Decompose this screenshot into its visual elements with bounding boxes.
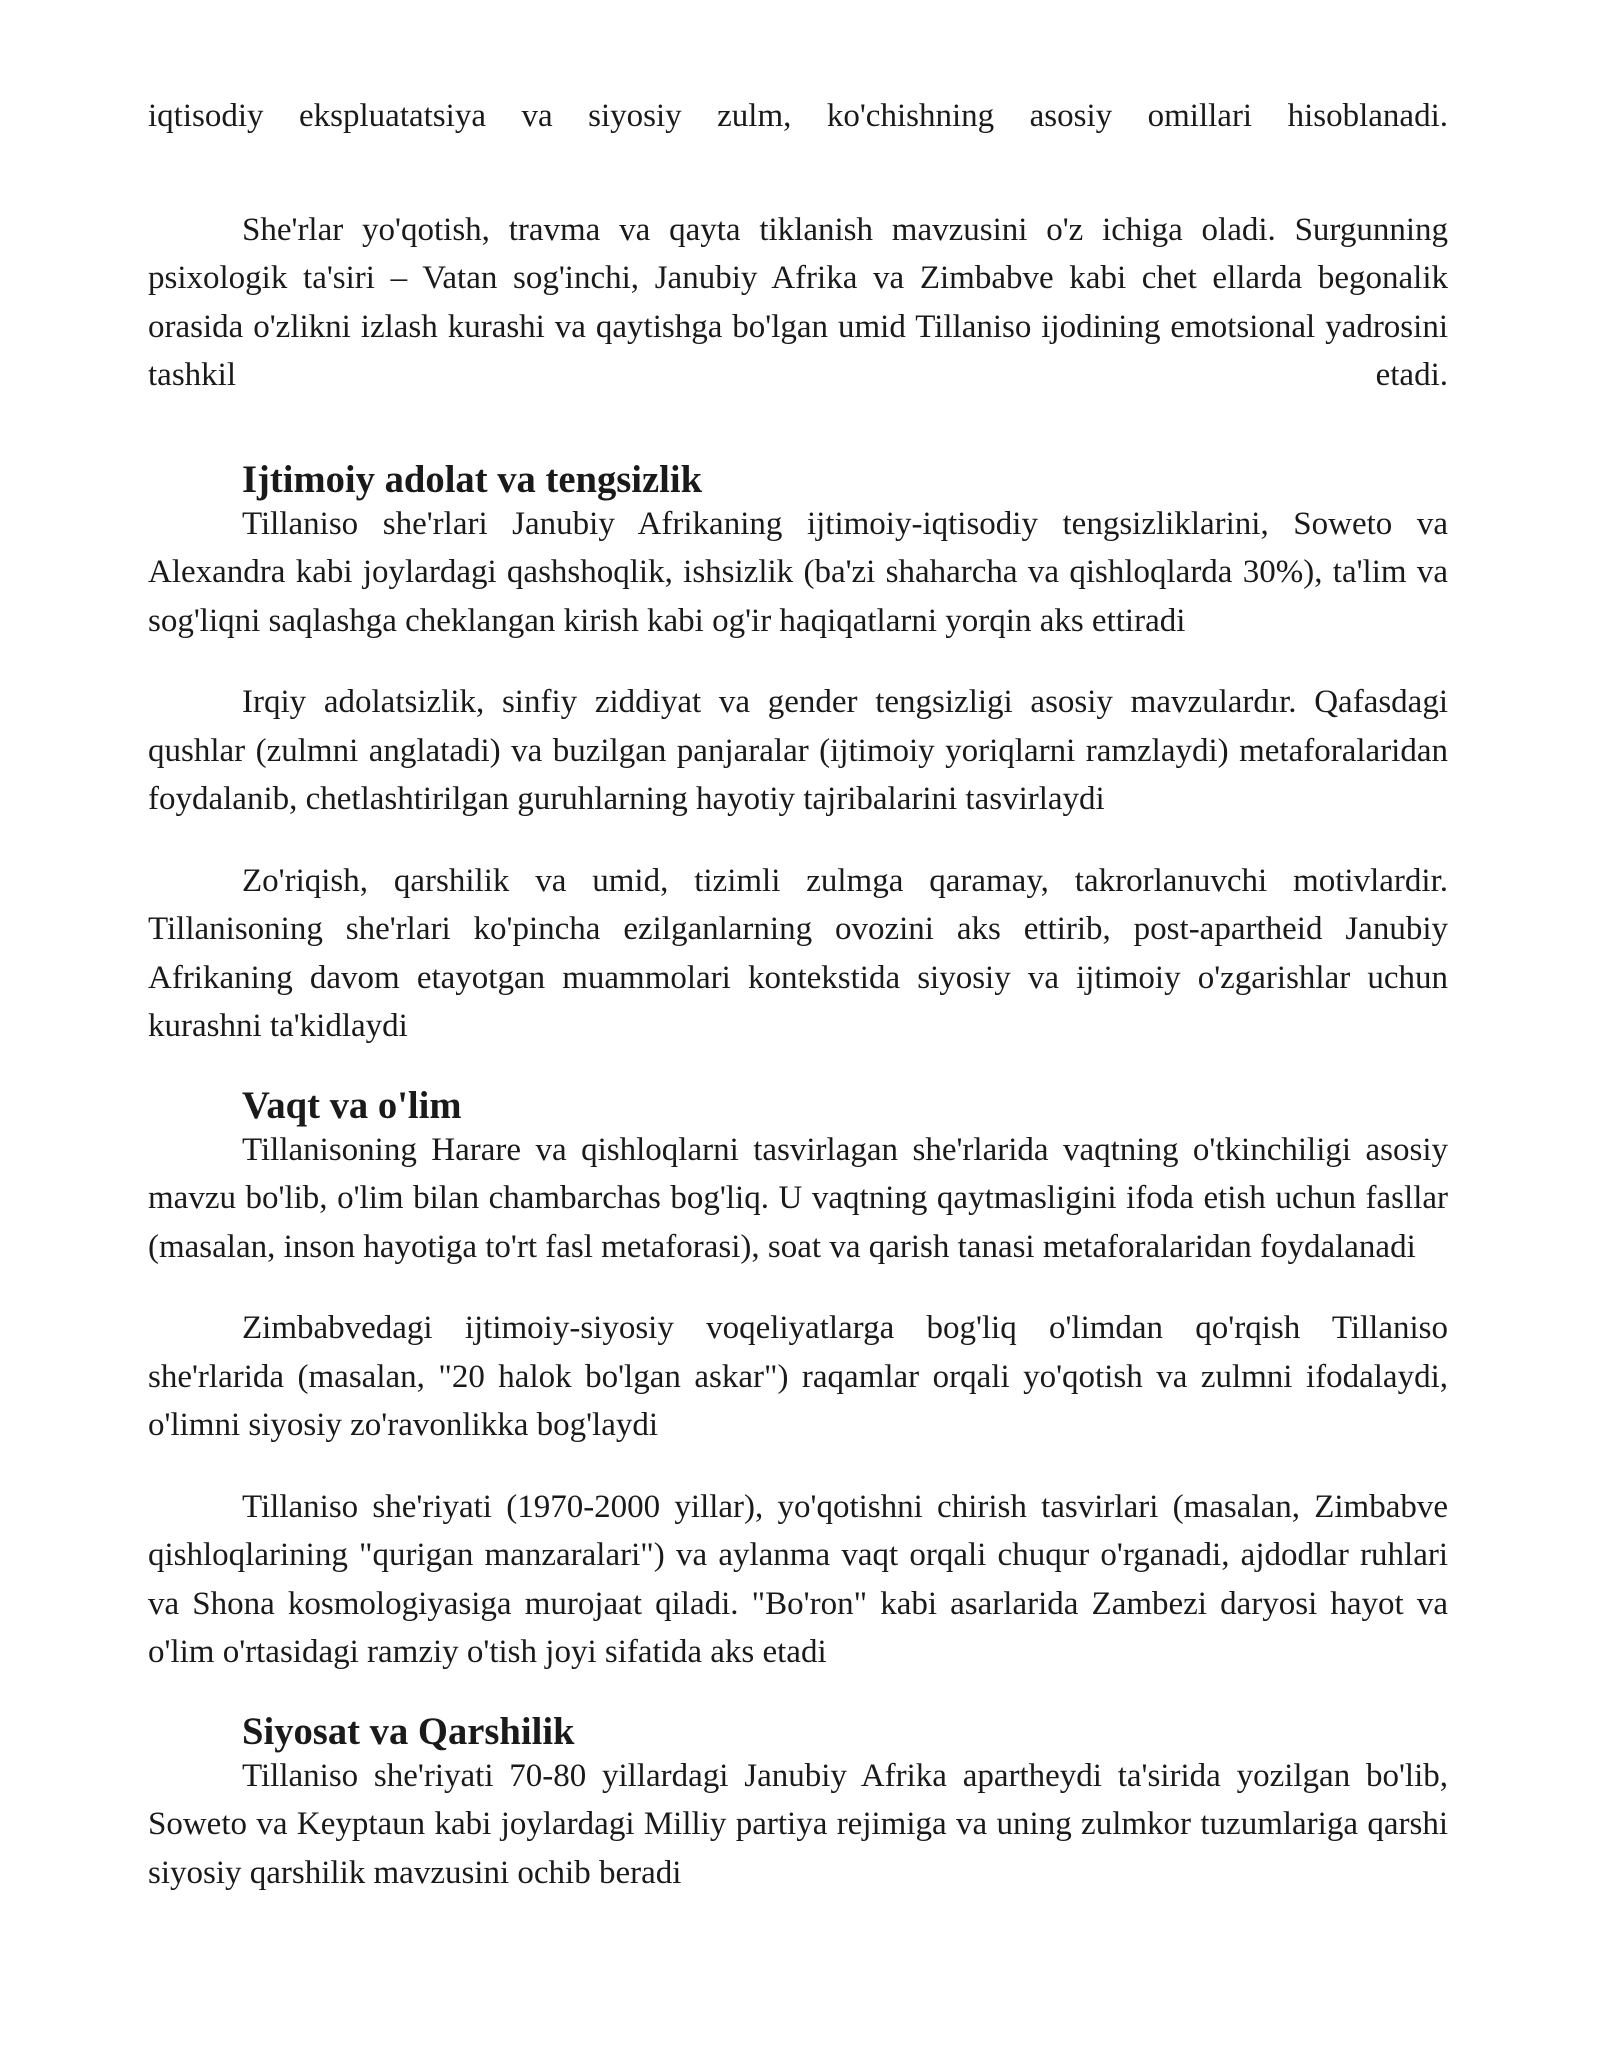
section-politics-resistance [148,1712,1448,1898]
section-heading: Vaqt va o'lim [242,1084,462,1127]
section-time-death [148,1086,1448,1677]
paragraph: Irqiy adolatsizlik, sinfiy ziddiyat va gender tengsizligi asosiy mavzulardır. Qafasdagi qushlar (zulmni anglatadi) va buzilgan panjaralar (ijtimoiy yoriqlarni ramzlaydi) metaforalaridan foydalanib, chetlashtirilgan guruhlarning hayotiy tajribalarini tasvirlaydi [148,684,1448,817]
paragraph: iqtisodiy ekspluatatsiya va siyosiy zulm, ko'chishning asosiy omillari hisoblanadi. [148,98,1448,134]
paragraph: Zo'riqish, qarshilik va umid, tizimli zulmga qaramay, takrorlanuvchi motivlardir. Tillanisoning she'rlari ko'pincha ezilganlarning ovozini aks ettirib, post-apartheid Janubiy Afrikaning davom etayotgan muammolari kontekstida siyosiy va ijtimoiy o'zgarishlar uchun kurashni ta'kidlaydi [148,862,1448,1044]
section-social-justice [148,460,1448,1051]
paragraph: Tillaniso she'rlari Janubiy Afrikaning ijtimoiy-iqtisodiy tengsizliklarini, Soweto va Alexandra kabi joylardagi qashshoqlik, ishsizlik (ba'zi shaharcha va qishloqlarda 30%), ta'lim va sog'liqni saqlashga cheklangan kirish kabi og'ir haqiqatlarni yorqin aks ettiradi [148,505,1448,639]
paragraph: Zimbabvedagi ijtimoiy-siyosiy voqeliyatlarga bog'liq o'limdan qo'rqish Tillaniso she'rlarida (masalan, "20 halok bo'lgan askar") raqamlar orqali yo'qotish va zulmni ifodalaydi, o'limni siyosiy zo'ravonlikka bog'laydi [148,1310,1448,1443]
section-heading: Siyosat va Qarshilik [242,1710,575,1753]
paragraph: Tillaniso she'riyati 70-80 yillardagi Janubiy Afrika apartheydi ta'sirida yozilgan bo'lib, Soweto va Keyptaun kabi joylardagi Milliy partiya rejimiga va uning zulmkor tuzumlariga qarshi siyosiy qarshilik mavzusini ochib beradi [148,1757,1448,1891]
document-body [148,92,1448,1897]
paragraph: Tillaniso she'riyati (1970-2000 yillar), yo'qotishni chirish tasvirlari (masalan, Zimbabve qishloqlarining "qurigan manzaralari") va aylanma vaqt orqali chuqur o'rganadi, ajdodlar ruhlari va Shona kosmologiyasiga murojaat qiladi. "Bo'ron" kabi asarlarida Zambezi daryosi hayot va o'lim o'rtasidagi ramziy o'tish joyi sifatida aks etadi [148,1488,1448,1670]
section-heading: Ijtimoiy adolat va tengsizlik [242,458,703,501]
paragraph: She'rlar yo'qotish, travma va qayta tiklanish mavzusini o'z ichiga oladi. Surgunning psixologik ta'siri – Vatan sog'inchi, Janubiy Afrika va Zimbabve kabi chet ellarda begonalik orasida o'zlikni izlash kurashi va qaytishga bo'lgan umid Tillaniso ijodining emotsional yadrosini tashkil etadi. [148,211,1448,393]
paragraph: Tillanisoning Harare va qishloqlarni tasvirlagan she'rlarida vaqtning o'tkinchiligi asosiy mavzu bo'lib, o'lim bilan chambarchas bog'liq. U vaqtning qaytmasligini ifoda etish uchun fasllar (masalan, inson hayotiga to'rt fasl metaforasi), soat va qarish tanasi metaforalaridan foydalanadi [148,1131,1448,1265]
